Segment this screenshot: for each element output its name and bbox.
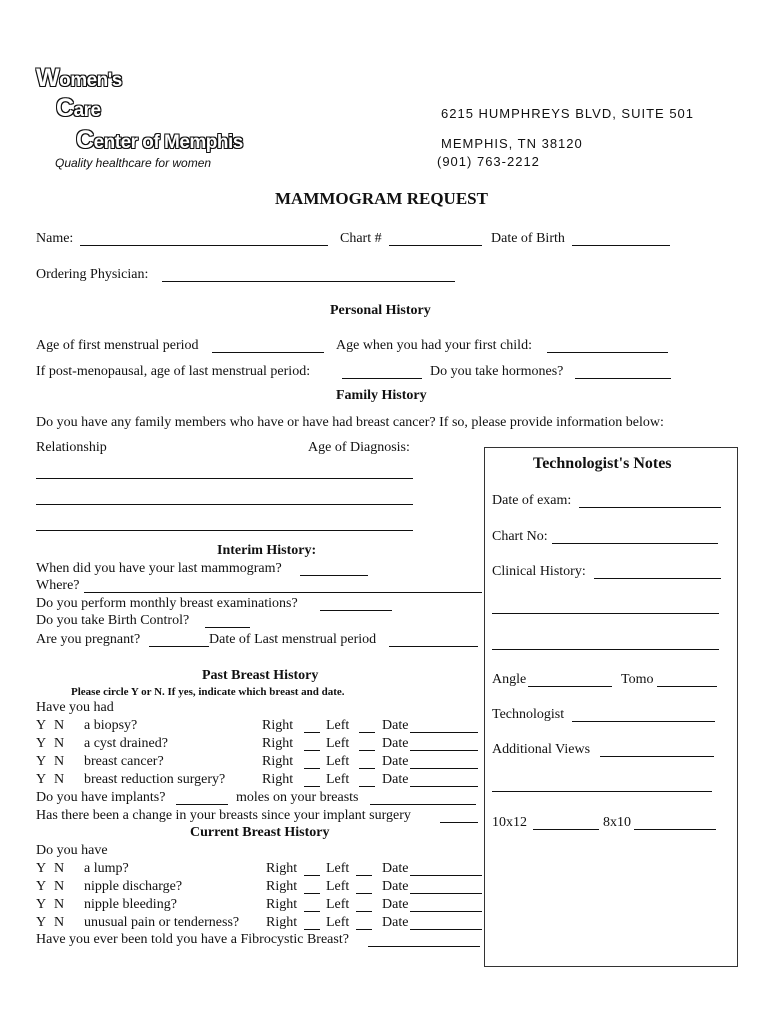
circle-instruction: Please circle Y or N. If yes, indicate which breast and date. <box>71 686 345 698</box>
current-item-label: nipple discharge? <box>84 879 183 894</box>
physician-label: Ordering Physician: <box>36 267 149 282</box>
date-field[interactable] <box>410 911 482 912</box>
right-option[interactable]: Right <box>266 861 298 876</box>
family-history-question: Do you have any family members who have or have had breast cancer? If so, please provide information below: <box>36 415 664 430</box>
current-item-label: a lump? <box>84 861 129 876</box>
date-field[interactable] <box>410 929 482 930</box>
last-period-field[interactable] <box>389 646 478 647</box>
left-option[interactable]: Left <box>326 754 350 769</box>
hormones-label: Do you take hormones? <box>430 364 564 379</box>
chart-no-field[interactable] <box>552 543 718 544</box>
yes-option[interactable]: Y <box>36 718 47 733</box>
moles-field[interactable] <box>370 804 476 805</box>
first-child-label: Age when you had your first child: <box>336 338 532 353</box>
technologist-field[interactable] <box>572 721 715 722</box>
date-field[interactable] <box>410 768 478 769</box>
no-option[interactable]: N <box>54 879 65 894</box>
right-option[interactable]: Right <box>262 736 294 751</box>
date-label: Date <box>382 718 409 733</box>
current-item-label: nipple bleeding? <box>84 897 177 912</box>
left-field[interactable] <box>359 732 375 733</box>
implant-change-field[interactable] <box>440 822 478 823</box>
right-field[interactable] <box>304 929 320 930</box>
monthly-exam-label: Do you perform monthly breast examinations? <box>36 596 298 611</box>
birth-control-label: Do you take Birth Control? <box>36 613 190 628</box>
family-entry-line-1[interactable] <box>36 478 413 479</box>
yes-option[interactable]: Y <box>36 915 47 930</box>
last-period-label: Date of Last menstrual period <box>209 632 377 647</box>
date-of-exam-label: Date of exam: <box>492 493 572 508</box>
clinical-history-label: Clinical History: <box>492 564 586 579</box>
fibrocystic-label: Have you ever been told you have a Fibrocystic Breast? <box>36 932 349 947</box>
post-menopausal-field[interactable] <box>342 378 422 379</box>
logo-line-center: Center of Memphis <box>76 126 243 154</box>
date-of-exam-field[interactable] <box>579 507 721 508</box>
right-option[interactable]: Right <box>262 754 294 769</box>
left-option[interactable]: Left <box>326 861 350 876</box>
right-option[interactable]: Right <box>262 772 294 787</box>
family-history-heading: Family History <box>336 388 427 403</box>
right-field[interactable] <box>304 750 320 751</box>
no-option[interactable]: N <box>54 861 65 876</box>
right-field[interactable] <box>304 911 320 912</box>
left-field[interactable] <box>356 875 372 876</box>
angle-field[interactable] <box>528 686 612 687</box>
past-item-label: breast reduction surgery? <box>84 772 226 787</box>
first-period-label: Age of first menstrual period <box>36 338 199 353</box>
address-line-2: MEMPHIS, TN 38120 <box>441 136 583 151</box>
left-option[interactable]: Left <box>326 736 350 751</box>
yes-option[interactable]: Y <box>36 897 47 912</box>
left-option[interactable]: Left <box>326 718 350 733</box>
where-field[interactable] <box>84 592 482 593</box>
implants-label: Do you have implants? <box>36 790 166 805</box>
left-field[interactable] <box>359 750 375 751</box>
right-option[interactable]: Right <box>266 915 298 930</box>
date-field[interactable] <box>410 893 482 894</box>
past-breast-history-heading: Past Breast History <box>202 668 319 683</box>
chart-field[interactable] <box>389 245 482 246</box>
current-breast-history-heading: Current Breast History <box>190 825 330 840</box>
right-field[interactable] <box>304 732 320 733</box>
no-option[interactable]: N <box>54 754 65 769</box>
left-field[interactable] <box>356 911 372 912</box>
tagline: Quality healthcare for women <box>55 156 212 170</box>
no-option[interactable]: N <box>54 736 65 751</box>
date-field[interactable] <box>410 786 478 787</box>
age-of-diagnosis-label: Age of Diagnosis: <box>308 440 410 455</box>
dob-label: Date of Birth <box>491 231 565 246</box>
additional-views-label: Additional Views <box>492 742 591 757</box>
date-label: Date <box>382 736 409 751</box>
size-8x10-field[interactable] <box>634 829 716 830</box>
size-10x12-label: 10x12 <box>492 815 527 830</box>
implant-change-label: Has there been a change in your breasts since your implant surgery <box>36 808 411 823</box>
date-label: Date <box>382 915 409 930</box>
no-option[interactable]: N <box>54 718 65 733</box>
no-option[interactable]: N <box>54 897 65 912</box>
left-field[interactable] <box>359 786 375 787</box>
date-field[interactable] <box>410 750 478 751</box>
right-field[interactable] <box>304 768 320 769</box>
yes-option[interactable]: Y <box>36 736 47 751</box>
left-field[interactable] <box>359 768 375 769</box>
date-field[interactable] <box>410 732 478 733</box>
family-entry-line-3[interactable] <box>36 530 413 531</box>
family-entry-line-2[interactable] <box>36 504 413 505</box>
clinical-history-field[interactable] <box>594 578 721 579</box>
date-label: Date <box>382 897 409 912</box>
left-option[interactable]: Left <box>326 879 350 894</box>
past-item-label: a biopsy? <box>84 718 138 733</box>
right-field[interactable] <box>304 875 320 876</box>
page-title: MAMMOGRAM REQUEST <box>275 189 488 208</box>
angle-label: Angle <box>492 672 527 687</box>
date-field[interactable] <box>410 875 482 876</box>
right-option[interactable]: Right <box>266 897 298 912</box>
fibrocystic-field[interactable] <box>368 946 480 947</box>
additional-views-line-2[interactable] <box>492 791 712 792</box>
no-option[interactable]: N <box>54 772 65 787</box>
phone-number: (901) 763-2212 <box>437 154 540 169</box>
size-8x10-label: 8x10 <box>603 815 631 830</box>
physician-field[interactable] <box>162 281 455 282</box>
date-label: Date <box>382 754 409 769</box>
left-field[interactable] <box>356 893 372 894</box>
post-menopausal-label: If post-menopausal, age of last menstrual period: <box>36 364 311 379</box>
name-field[interactable] <box>80 245 328 246</box>
interim-history-heading: Interim History: <box>217 543 317 558</box>
have-you-had-label: Have you had <box>36 700 114 715</box>
last-mammogram-label: When did you have your last mammogram? <box>36 561 282 576</box>
chart-label: Chart # <box>340 231 382 246</box>
do-you-have-label: Do you have <box>36 843 108 858</box>
current-item-label: unusual pain or tenderness? <box>84 915 240 930</box>
yes-option[interactable]: Y <box>36 879 47 894</box>
hormones-field[interactable] <box>575 378 671 379</box>
pregnant-field[interactable] <box>149 646 209 647</box>
right-field[interactable] <box>304 893 320 894</box>
right-option[interactable]: Right <box>266 879 298 894</box>
technologist-label: Technologist <box>492 707 565 722</box>
no-option[interactable]: N <box>54 915 65 930</box>
where-label: Where? <box>36 578 80 593</box>
moles-label: moles on your breasts <box>236 790 359 805</box>
implants-field[interactable] <box>176 804 228 805</box>
clinical-history-line-3[interactable] <box>492 649 719 650</box>
address-line-1: 6215 HUMPHREYS BLVD, SUITE 501 <box>441 106 695 121</box>
right-option[interactable]: Right <box>262 718 294 733</box>
relationship-label: Relationship <box>36 440 107 455</box>
right-field[interactable] <box>304 786 320 787</box>
logo-line-care: Care <box>56 94 101 122</box>
left-option[interactable]: Left <box>326 772 350 787</box>
yes-option[interactable]: Y <box>36 772 47 787</box>
birth-control-field[interactable] <box>205 627 250 628</box>
tomo-field[interactable] <box>657 686 717 687</box>
monthly-exam-field[interactable] <box>320 610 392 611</box>
technologist-notes-title: Technologist's Notes <box>533 455 672 472</box>
logo-line-womens: Women's <box>36 64 122 92</box>
chart-no-label: Chart No: <box>492 529 548 544</box>
past-item-label: breast cancer? <box>84 754 164 769</box>
past-item-label: a cyst drained? <box>84 736 168 751</box>
additional-views-field[interactable] <box>600 756 714 757</box>
yes-option[interactable]: Y <box>36 754 47 769</box>
left-option[interactable]: Left <box>326 915 350 930</box>
clinical-history-line-2[interactable] <box>492 613 719 614</box>
dob-field[interactable] <box>572 245 670 246</box>
first-period-field[interactable] <box>212 352 324 353</box>
left-field[interactable] <box>356 929 372 930</box>
date-label: Date <box>382 879 409 894</box>
tomo-label: Tomo <box>621 672 654 687</box>
pregnant-label: Are you pregnant? <box>36 632 141 647</box>
last-mammogram-field[interactable] <box>300 575 368 576</box>
left-option[interactable]: Left <box>326 897 350 912</box>
name-label: Name: <box>36 231 74 246</box>
date-label: Date <box>382 772 409 787</box>
first-child-field[interactable] <box>547 352 668 353</box>
personal-history-heading: Personal History <box>330 303 431 318</box>
size-10x12-field[interactable] <box>533 829 599 830</box>
yes-option[interactable]: Y <box>36 861 47 876</box>
date-label: Date <box>382 861 409 876</box>
